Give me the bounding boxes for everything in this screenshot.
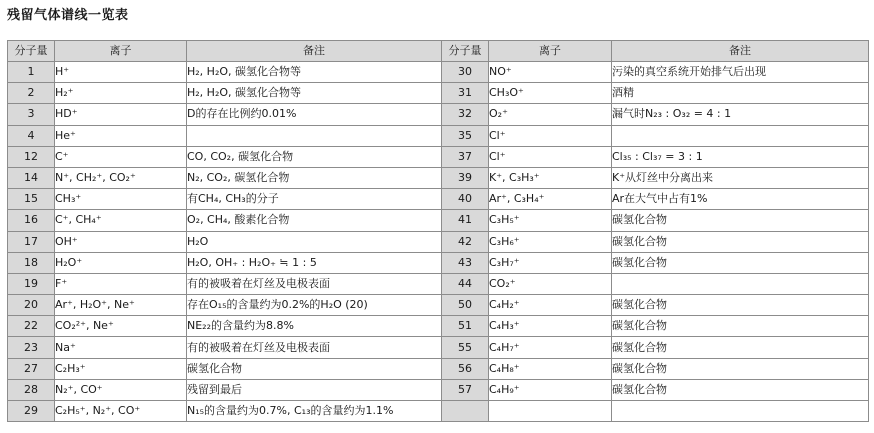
header-ion-left: 离子 xyxy=(55,41,187,62)
right-mass-cell: 39 xyxy=(442,167,489,188)
right-mass-cell: 32 xyxy=(442,104,489,125)
right-ion-cell xyxy=(489,401,612,422)
right-note-cell: 漏气时N₂₃ : O₃₂ = 4 : 1 xyxy=(612,104,869,125)
right-note-cell: K⁺从灯丝中分离出来 xyxy=(612,167,869,188)
left-mass-cell: 22 xyxy=(8,316,55,337)
right-mass-cell: 35 xyxy=(442,125,489,146)
right-mass-cell: 30 xyxy=(442,62,489,83)
right-note-cell: 碳氢化合物 xyxy=(612,295,869,316)
right-ion-cell: C₄H₃⁺ xyxy=(489,316,612,337)
right-note-cell xyxy=(612,401,869,422)
left-ion-cell: C₂H₅⁺, N₂⁺, CO⁺ xyxy=(55,401,187,422)
left-ion-cell: H₂O⁺ xyxy=(55,252,187,273)
left-ion-cell: H₂⁺ xyxy=(55,83,187,104)
right-note-cell: 碳氢化合物 xyxy=(612,210,869,231)
table-body xyxy=(8,62,869,422)
table-row xyxy=(8,379,869,400)
right-mass-cell: 41 xyxy=(442,210,489,231)
left-ion-cell: N₂⁺, CO⁺ xyxy=(55,379,187,400)
right-mass-cell: 56 xyxy=(442,358,489,379)
right-mass-cell: 55 xyxy=(442,337,489,358)
right-ion-cell: K⁺, C₃H₃⁺ xyxy=(489,167,612,188)
left-ion-cell: N⁺, CH₂⁺, CO₂⁺ xyxy=(55,167,187,188)
left-ion-cell: HD⁺ xyxy=(55,104,187,125)
left-mass-cell: 1 xyxy=(8,62,55,83)
left-mass-cell: 17 xyxy=(8,231,55,252)
left-mass-cell: 29 xyxy=(8,401,55,422)
left-ion-cell: OH⁺ xyxy=(55,231,187,252)
left-note-cell: H₂O xyxy=(187,231,442,252)
right-mass-cell: 57 xyxy=(442,379,489,400)
left-note-cell: 碳氢化合物 xyxy=(187,358,442,379)
left-mass-cell: 18 xyxy=(8,252,55,273)
right-ion-cell: Cl⁺ xyxy=(489,146,612,167)
left-note-cell: N₁₅的含量约为0.7%, C₁₃的含量约为1.1% xyxy=(187,401,442,422)
left-note-cell: H₂O, OH₊ : H₂O₊ ≒ 1 : 5 xyxy=(187,252,442,273)
left-note-cell: CO, CO₂, 碳氢化合物 xyxy=(187,146,442,167)
right-ion-cell: C₃H₅⁺ xyxy=(489,210,612,231)
right-mass-cell: 37 xyxy=(442,146,489,167)
table-row xyxy=(8,358,869,379)
right-ion-cell: C₄H₇⁺ xyxy=(489,337,612,358)
right-ion-cell: NO⁺ xyxy=(489,62,612,83)
table-row xyxy=(8,167,869,188)
left-mass-cell: 19 xyxy=(8,273,55,294)
header-note-left: 备注 xyxy=(187,41,442,62)
page-title: 残留气体谱线一览表 xyxy=(7,8,129,23)
right-ion-cell: CH₃O⁺ xyxy=(489,83,612,104)
left-ion-cell: CH₃⁺ xyxy=(55,189,187,210)
right-mass-cell xyxy=(442,401,489,422)
left-note-cell: 残留到最后 xyxy=(187,379,442,400)
table-row xyxy=(8,210,869,231)
table-row xyxy=(8,401,869,422)
right-ion-cell: Ar⁺, C₃H₄⁺ xyxy=(489,189,612,210)
table-header-row xyxy=(8,41,869,62)
right-mass-cell: 50 xyxy=(442,295,489,316)
right-ion-cell: C₄H₈⁺ xyxy=(489,358,612,379)
left-note-cell: N₂, CO₂, 碳氢化合物 xyxy=(187,167,442,188)
table-row xyxy=(8,189,869,210)
header-ion-right: 离子 xyxy=(489,41,612,62)
left-mass-cell: 3 xyxy=(8,104,55,125)
right-ion-cell: C₄H₉⁺ xyxy=(489,379,612,400)
left-mass-cell: 23 xyxy=(8,337,55,358)
right-mass-cell: 42 xyxy=(442,231,489,252)
right-note-cell xyxy=(612,273,869,294)
right-ion-cell: C₃H₆⁺ xyxy=(489,231,612,252)
left-ion-cell: He⁺ xyxy=(55,125,187,146)
table-row xyxy=(8,146,869,167)
right-note-cell: 碳氢化合物 xyxy=(612,358,869,379)
left-mass-cell: 4 xyxy=(8,125,55,146)
right-note-cell: 碳氢化合物 xyxy=(612,231,869,252)
right-note-cell: 碳氢化合物 xyxy=(612,316,869,337)
left-note-cell: NE₂₂的含量约为8.8% xyxy=(187,316,442,337)
left-mass-cell: 15 xyxy=(8,189,55,210)
left-ion-cell: C₂H₃⁺ xyxy=(55,358,187,379)
table-row xyxy=(8,295,869,316)
header-mass-left: 分子量 xyxy=(8,41,55,62)
right-mass-cell: 51 xyxy=(442,316,489,337)
table-row xyxy=(8,252,869,273)
left-mass-cell: 20 xyxy=(8,295,55,316)
right-note-cell: 酒精 xyxy=(612,83,869,104)
table-row xyxy=(8,83,869,104)
left-ion-cell: C⁺, CH₄⁺ xyxy=(55,210,187,231)
left-mass-cell: 28 xyxy=(8,379,55,400)
table-row xyxy=(8,125,869,146)
left-ion-cell: Ar⁺, H₂O⁺, Ne⁺ xyxy=(55,295,187,316)
left-ion-cell: F⁺ xyxy=(55,273,187,294)
right-note-cell: 污染的真空系统开始排气后出现 xyxy=(612,62,869,83)
right-mass-cell: 40 xyxy=(442,189,489,210)
right-ion-cell: C₄H₂⁺ xyxy=(489,295,612,316)
right-mass-cell: 44 xyxy=(442,273,489,294)
right-ion-cell: Cl⁺ xyxy=(489,125,612,146)
right-mass-cell: 43 xyxy=(442,252,489,273)
right-note-cell: Cl₃₅ : Cl₃₇ = 3 : 1 xyxy=(612,146,869,167)
left-mass-cell: 14 xyxy=(8,167,55,188)
left-note-cell: 存在O₁₅的含量约为0.2%的H₂O (20) xyxy=(187,295,442,316)
left-note-cell: 有的被吸着在灯丝及电极表面 xyxy=(187,273,442,294)
right-note-cell: 碳氢化合物 xyxy=(612,379,869,400)
residual-gas-table xyxy=(7,40,869,422)
left-note-cell xyxy=(187,125,442,146)
right-note-cell: 碳氢化合物 xyxy=(612,337,869,358)
right-mass-cell: 31 xyxy=(442,83,489,104)
right-note-cell: Ar在大气中占有1% xyxy=(612,189,869,210)
left-note-cell: H₂, H₂O, 碳氢化合物等 xyxy=(187,62,442,83)
table-row xyxy=(8,62,869,83)
left-note-cell: H₂, H₂O, 碳氢化合物等 xyxy=(187,83,442,104)
header-mass-right: 分子量 xyxy=(442,41,489,62)
table-row xyxy=(8,104,869,125)
table-row xyxy=(8,231,869,252)
left-ion-cell: Na⁺ xyxy=(55,337,187,358)
left-mass-cell: 27 xyxy=(8,358,55,379)
right-ion-cell: O₂⁺ xyxy=(489,104,612,125)
left-ion-cell: H⁺ xyxy=(55,62,187,83)
right-note-cell xyxy=(612,125,869,146)
left-mass-cell: 16 xyxy=(8,210,55,231)
left-ion-cell: CO₂²⁺, Ne⁺ xyxy=(55,316,187,337)
table-row xyxy=(8,316,869,337)
left-mass-cell: 2 xyxy=(8,83,55,104)
left-note-cell: 有CH₄, CH₃的分子 xyxy=(187,189,442,210)
table-row xyxy=(8,337,869,358)
right-ion-cell: CO₂⁺ xyxy=(489,273,612,294)
left-ion-cell: C⁺ xyxy=(55,146,187,167)
left-note-cell: D的存在比例约0.01% xyxy=(187,104,442,125)
left-note-cell: O₂, CH₄, 酸素化合物 xyxy=(187,210,442,231)
right-note-cell: 碳氢化合物 xyxy=(612,252,869,273)
left-note-cell: 有的被吸着在灯丝及电极表面 xyxy=(187,337,442,358)
right-ion-cell: C₃H₇⁺ xyxy=(489,252,612,273)
header-note-right: 备注 xyxy=(612,41,869,62)
left-mass-cell: 12 xyxy=(8,146,55,167)
table-row xyxy=(8,273,869,294)
